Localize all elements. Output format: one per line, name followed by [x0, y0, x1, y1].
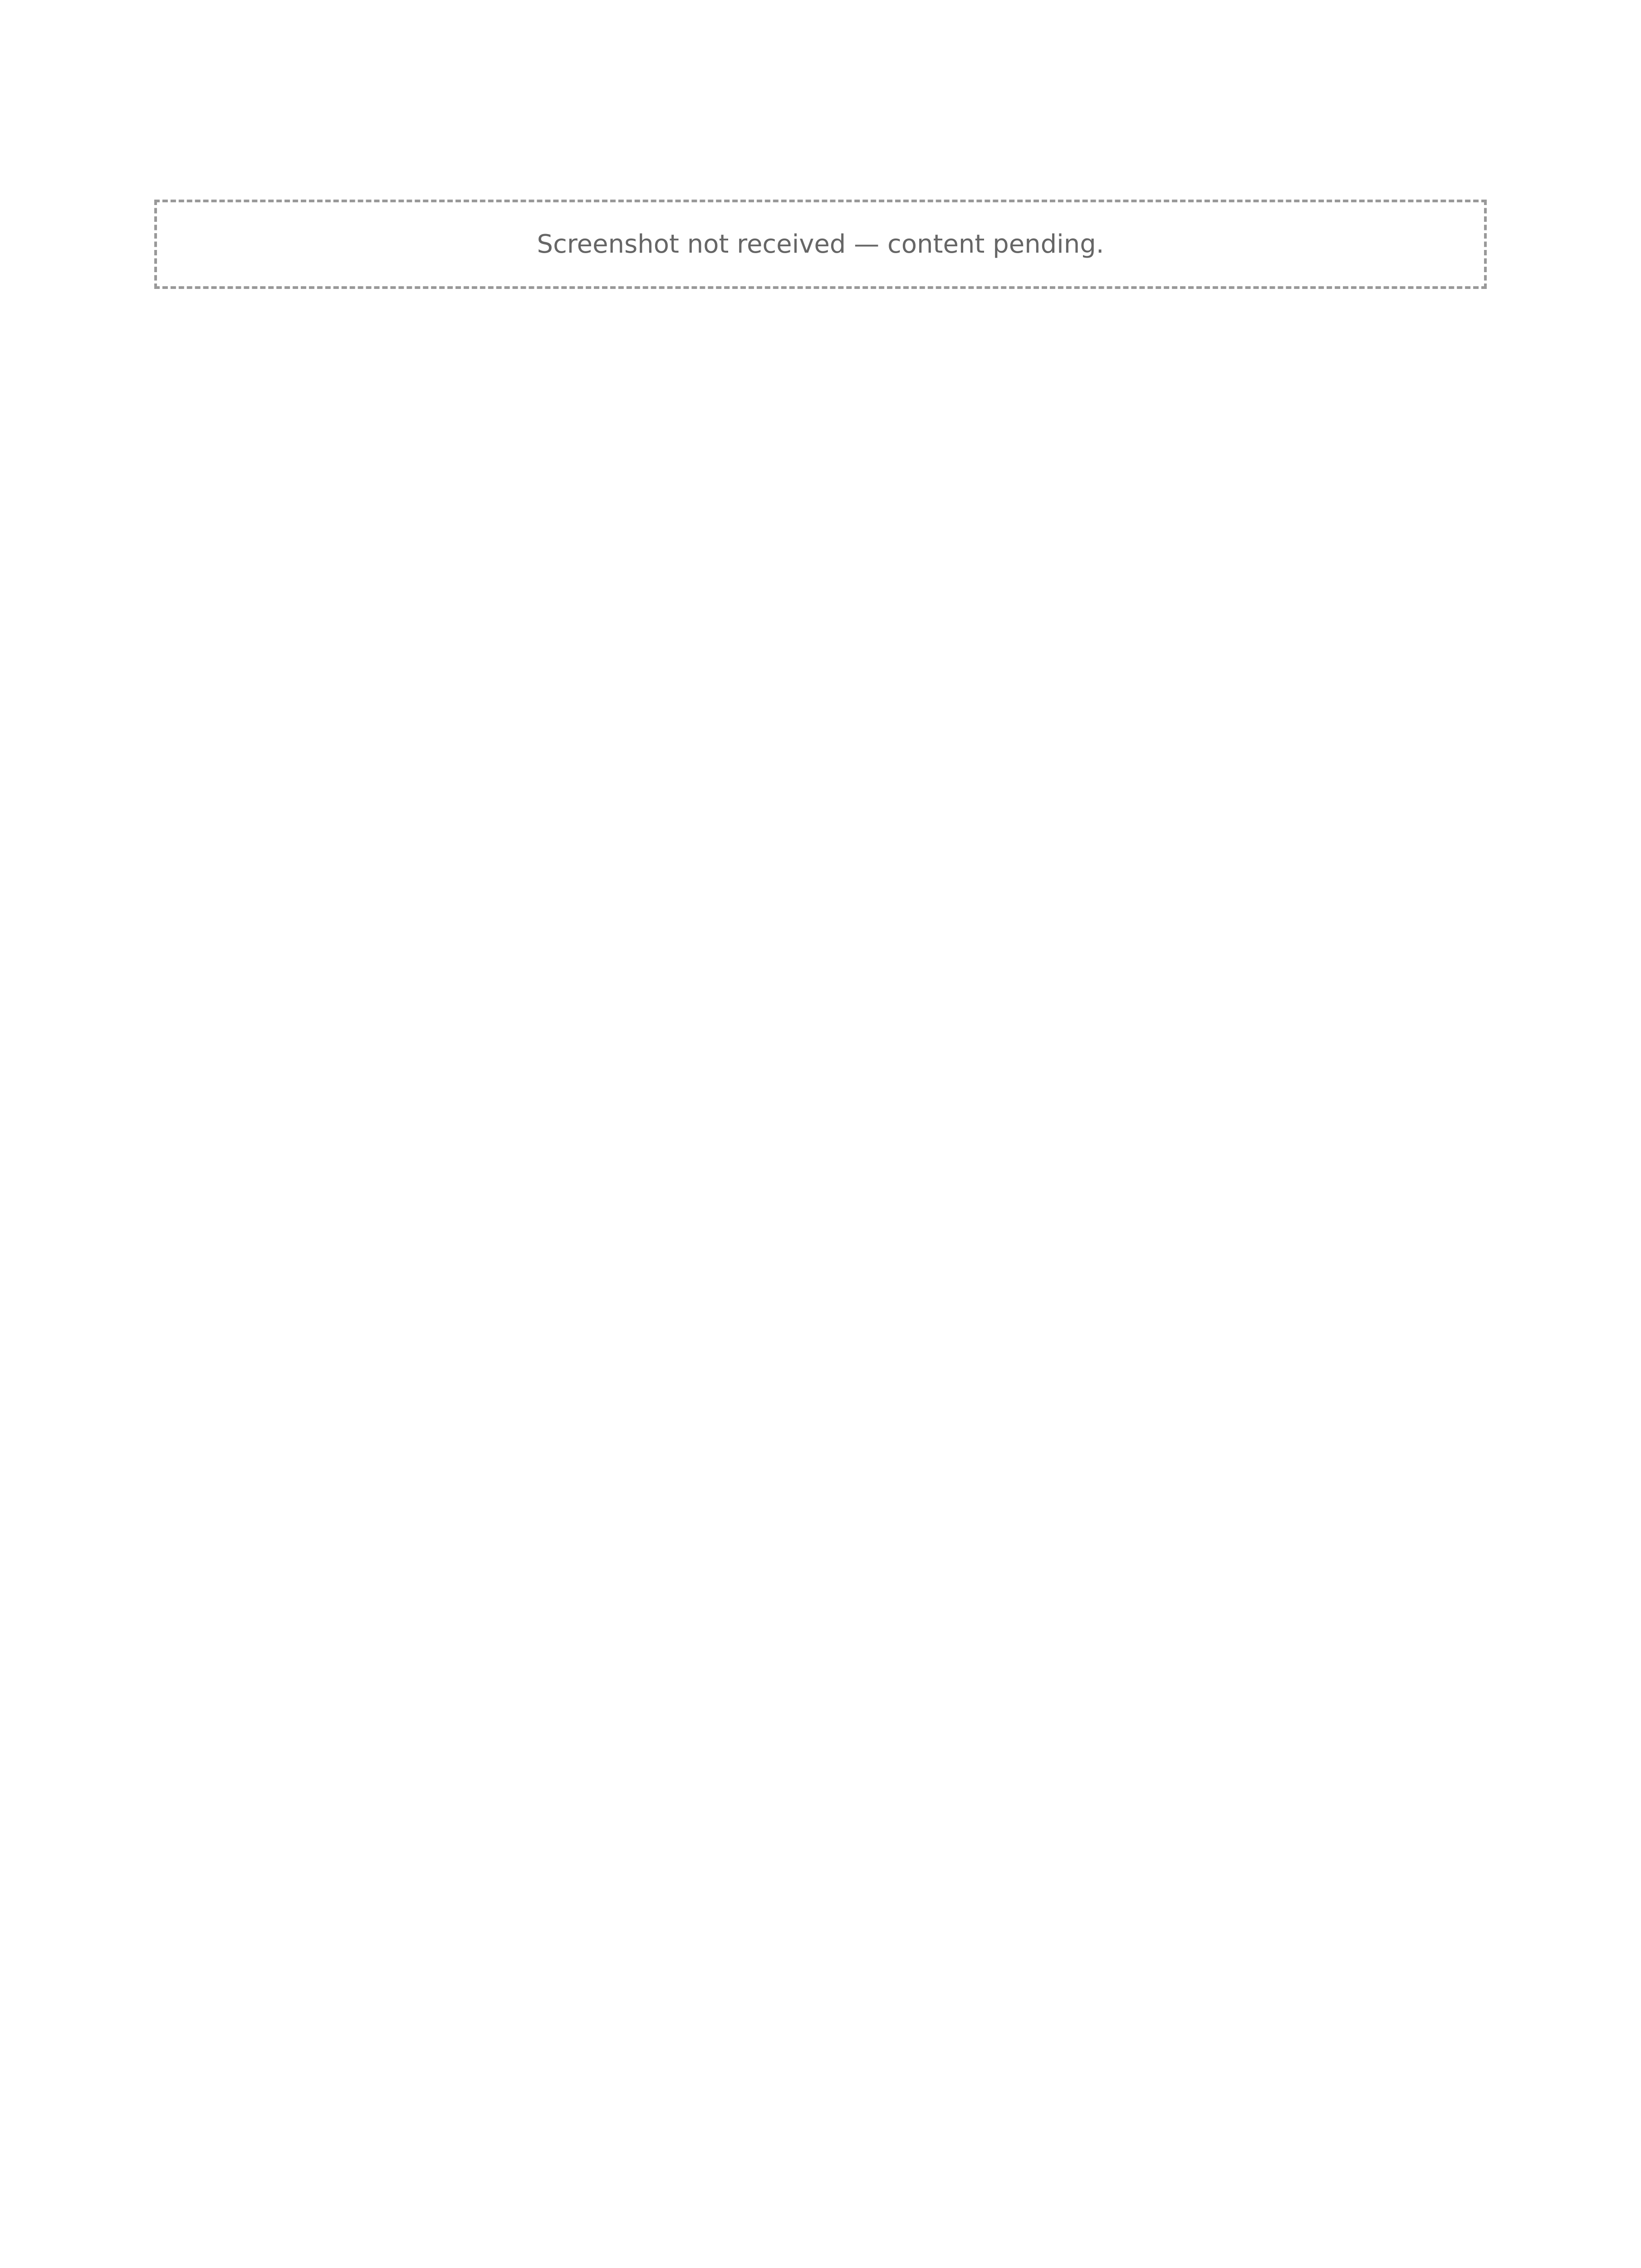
- missing-image-notice: Screenshot not received — content pending.: [154, 200, 1487, 289]
- page-header: [154, 136, 1487, 172]
- content-area: [154, 200, 1487, 289]
